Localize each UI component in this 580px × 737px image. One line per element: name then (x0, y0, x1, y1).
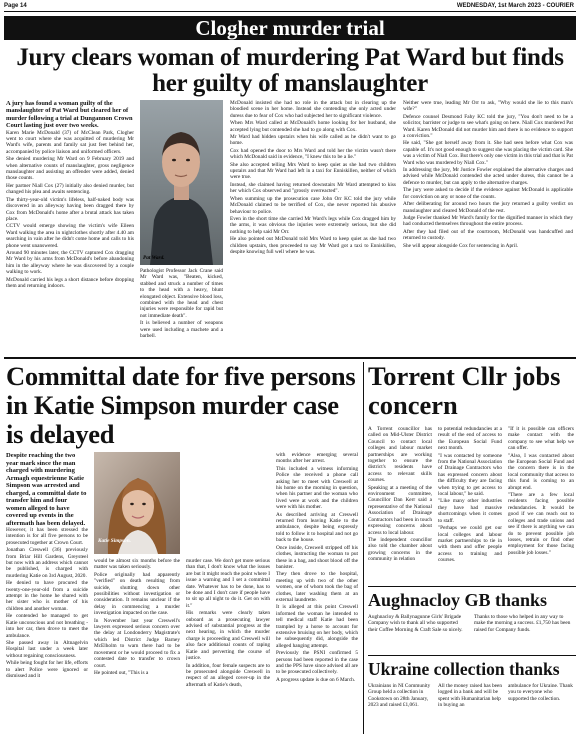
story3-col1-p3: The independent councillor also told the chamber about growing concerns in the community in relation (368, 536, 432, 563)
story2-col4-p8: A progress update is due on 6 March. (276, 676, 356, 683)
story5-col2: All the money raised has been logged in a bank and will be spent with Humanitarian help in buying an (438, 683, 502, 709)
story2-col1-p3: He denied to have procured the twenty-one-year-old from a suicide attempt in the home he shared with her sister who is mother of his children and another woman. (6, 580, 88, 612)
story2-col1 (6, 452, 88, 733)
story2-col4-p5: They then drove to the hospital, meeting up with two of the other women, one of whom took the bag of clothes, later washing them at an external laundrette. (276, 571, 358, 603)
story1-col1-p5: CCTV would emerge showing the victim's wife Eileen Ward walking the area in nightclothes shortly after 4.40 am searching in vain after he didn't come home and calls to his phone went unanswered. (6, 223, 134, 249)
story2-col4-p2: This included a witness informing Police she received a phone call asking her to meet with Creswell at his home on the morning in question, when his partner and the woman who lived were at work and the children were with his mother. (276, 465, 358, 511)
story5-col3: ambulance for Ukraine. Thank you to everyone who supported the collection. (508, 683, 573, 702)
header-rule (4, 11, 576, 12)
pat-ward-caption: Pat Ward. (143, 255, 165, 261)
story2-col3-p2: His remarks were clearly taken onboard as a prosecuting lawyer advised of substantial progress at the next hearing, in which the murder charge is proceeding and Creswell will also face additional counts of raping Katie and perverting the course of justice. (186, 610, 270, 662)
story1-col1-p2: She denied murdering Mr Ward on 9 February 2019 and when alternative counts of manslaughter, gross negligence manslaughter and assisting an offender were added, denied those counts. (6, 156, 134, 182)
story2-col4-p1: with evidence emerging several months after her arrest. (276, 452, 358, 465)
story1-col1 (6, 100, 134, 353)
story2-col2-p1: would be almost six months before the matter was taken seriously. (94, 558, 180, 571)
story2-col2-p2: Police originally had apparently "verified" on death resulting from suicide, shutting down other possibilities without investigation or consideration. It remains unclear if the delay in commencing a murder investigation impacted on the case. (94, 571, 180, 617)
section-divider (4, 357, 576, 359)
story2-col3-p3: In addition, four female suspects are to be prosecuted alongside Creswell in respect of an alleged cover-up in the aftermath of Katie's death, (186, 662, 270, 688)
story1-col4-p8: After they had filed out of the courtroom, McDonald was handcuffed and returned to custody. (403, 228, 573, 242)
story3-col3-p3: "There are a few local residents facing possible redundancies. It would be good if we can reach out to colleges and trade unions and see if there is anything we can do to prevent possible job losses, retrain or find other employment for those facing possible job losses." (508, 492, 574, 556)
story1-col4 (403, 100, 573, 353)
story1-col4-p6: After deliberating for around two hours the jury returned a guilty verdict on manslaughter and cleared McDonald of the rest. (403, 201, 573, 214)
story4-bottom-rule (368, 655, 576, 656)
story1-col1-p4: The thirty-year-old victim's lifeless, half-naked body was discovered in an alleyway having been dragged there by Cox from McDonald's home after a brutal attack has taken place. (6, 196, 134, 222)
date-line: WEDNESDAY, 1st March 2023 - COURIER (456, 3, 574, 9)
story1-col4-p1: Neither were true, leading Mr Orr to ask, "Why would she lie to this man's wife?" (403, 100, 573, 113)
story4-col1: Aughnacloy & Ballynagunne Girls' Brigade Company wish to thank all who supported their Coffee Morning & Craft Sale so nicely. (368, 614, 463, 633)
story3-col3 (508, 426, 574, 582)
story1-col3-p7: When summing up the prosecution case John Orr KC told the jury while McDonald claimed to be terrified of Cox, she never reported his abusive behaviour to police. (230, 195, 396, 215)
story3-col1-p1: A Torrent councillor has called on Mid-Ulster District Council to contact local colleges and labour market partnerships are working together to ensure the district's residents have access to relevant skills courses. (368, 426, 432, 484)
story3-bottom-rule (368, 586, 576, 587)
story2-col1-p4: He contended he managed to get Katie unconscious and not breathing - into her car, then drove to meet the ambulance. (6, 613, 88, 639)
story2-col3 (186, 558, 270, 733)
story1-col1-p7: McDonald carried his legs a short distance before dropping them and returning indoors. (6, 276, 134, 289)
story5-headline: Ukraine collection thanks (368, 659, 560, 679)
story5-col1: Ukrainians in NI Community Group held a collection in Cookstown on 28th January, 2023 and raised £1,061. (368, 683, 431, 709)
story3-headline: Torrent Cllr jobs concern (368, 361, 561, 420)
story1-col3-p5: She also accepted telling Mrs Ward to keep quiet as she had two children upstairs and that Mr Ward had left in a taxi for Enniskillen, neither of which were true. (230, 161, 396, 181)
story1-col2-p1: Pathologist Professor Jack Crane said Mr Ward was, "Beaten, kicked, stabbed and struck a number of times to the head with a heavy, blunt elongated object. Extensive blood loss, combined with the head and chest injuries were responsible for rapid but not immediate death". (140, 268, 223, 319)
story1-col3-p8: Even in the short time she carried Mr Ward's legs while Cox dragged him by the arms, it was obvious the injuries were extremely serious, but she did nothing to help said Mr Orr. (230, 215, 396, 235)
clogher-banner: Clogher murder trial (4, 16, 576, 40)
story2-col1-p5: She passed away in Altnagelvin Hospital last under a week later without regaining consciousness. (6, 639, 88, 659)
story1-col3-p4: Cox had opened the door to Mrs Ward and told her the victim wasn't there which McDonald said in evidence, "I knew this to be a lie." (230, 147, 396, 161)
story2-col2 (94, 558, 180, 733)
story3-col1-p2: Speaking at a meeting of the environment committee, Councillor Dan Kerr said a representative of the National Association of Drainage Contractors had been in touch expressing concerns about access to local labour. (368, 484, 432, 536)
story3-col2-p4: "Perhaps we could get our local colleges and labour market partnerships to tie in with them and offer people access to training and courses. (438, 525, 502, 564)
story3-col3-p1: "If it is possible can officers make contact with the company to see what help we can offer. (508, 426, 574, 452)
story2-col2-p3: In November last year Creswell's lawyers expressed serious concern over the delay at Londonderry Magistrate's which led District Judge Barney McElholm to warn there had to be movement or he would proceed to fix a contested date to transfer to crown court. (94, 617, 180, 669)
story1-col4-p5: The jury were asked to decide if the evidence against McDonald is applicable for conviction on any or none of the counts. (403, 187, 573, 200)
story1-col3-p2: When Mrs Ward called at McDonald's home looking for her husband, she accepted lying but contended she had to go along with Cox. (230, 120, 396, 133)
story2-lead: Despite reaching the two year mark since the man charged with murdering Armagh equestrienne Katie Simpson was arrested and charged, a committal date to transfer him and four women alleged to have covered up events in the aftermath has been delayed. (6, 452, 87, 527)
pat-ward-photo (140, 100, 223, 265)
katie-caption: Katie Simpson. (98, 538, 131, 544)
story1-col1-p6: Around 90 minutes later, the CCTV captured Cox dragging Mr Ward by his arms from McDonald's before abandoning him in the alleyway where he was discovered by a couple walking to work. (6, 249, 134, 276)
story3-col2-p3: "Like many other industries they have had massive shortcomings when it comes to staff. (438, 498, 502, 524)
story1-col4-p4: In addressing the jury, Mr Justice Fowler explained the alternative charges and advised while McDonald contended she acted under duress, this cannot be a defence to murder, but can apply to the alternative charges. (403, 167, 573, 186)
page-number: Page 14 (4, 3, 27, 9)
katie-simpson-photo (94, 452, 180, 554)
story2-col4-p4: Once inside, Creswell stripped off his clothes, instructing the woman to put these in a bag, and shoot blood off the banister. (276, 544, 358, 570)
story2-col1-p6: While being fought for her life, efforts to alert Police were ignored or dismissed and it (6, 660, 88, 679)
story2-col1-p2: Jonathan Creswell (36) previously from Briar Hill Gardens, Greysteel but now with an address which cannot be published, is charged with murdering Katie on 3rd August, 2020. (6, 547, 88, 579)
story3-col1 (368, 426, 432, 582)
story1-col3-p9: He also pointed out McDonald told Mrs Ward to keep quiet as she had two children upstairs, then proceeded to say Mr Ward got a taxi to Enniskillen, despite knowing full well where he was. (230, 236, 396, 255)
story1-col2 (140, 268, 223, 353)
story1-col2-p2: It is believed a number of weapons were used including a machete and a barbell. (140, 320, 223, 340)
story2-col3-p1: murder case. We don't get more serious than that, I don't know what the issues are but it might reach the point where I issue a warning and I set a committal date. Whatever has to be done, has to be done and I don't care if people have to sit up all night to do it. Get on with it." (186, 558, 270, 609)
story1-col4-p7: Judge Fowler thanked Mr Ward's family for the dignified manner in which they had conducted themselves throughout the entire process. (403, 214, 573, 228)
story1-col4-p2: Defence counsel Desmond Fahy KC told the jury, "You don't need to be a solicitor, barrister or judge to see what's going on here. Niall Cox murdered Pat Ward. Karen McDonald did not murder him and there is no evidence to support a conviction." (403, 113, 573, 140)
vertical-divider (363, 362, 364, 734)
story1-lead: A jury has found a woman guilty of the manslaughter of Pat Ward but cleared her of murder following a trial at Dungannon Crown Court lasting just over two weeks. (6, 100, 133, 130)
story2-col1-p1: However, it has been stressed the intention is for all five persons to be prosecuted together at Crown Court. (6, 527, 88, 546)
story1-col3-p1: McDonald insisted she had no role in the attack but in clearing up the bloodied scene in her home. Instead she contending she only acted under duress due to fear of Cox who had subjected her to significant violence. (230, 100, 396, 119)
story2-col4-p3: As described arriving at Creswell returned from leaving Katie to the ambulance, despite being expressly told to follow it to hospital and not go back to the house. (276, 511, 358, 544)
story1-headline: Jury clears woman of murdering Pat Ward but finds her guilty of manslaughter (16, 44, 564, 97)
story1-col4-p3: He said, "She got herself away from it. She had seen before what Cox was capable of. It's not good enough to suggest she was placing the victim card. She was a victim of Niall Cox. But there's only one victim in this trial and that is Pat Ward who was murdered by Niall Cox." (403, 140, 573, 166)
story2-col4-p6: It is alleged at this point Creswell informed the woman he intended to tell medical staff Katie had been trampled by a horse to account for extensive bruising on her body, which he subsequently did, alongside the alleged hanging attempt. (276, 604, 358, 649)
story3-col3-p2: "Also, I was contacted about the European Social Fund and the concern there is in the local community that access to this fund is coming to an abrupt end. (508, 452, 574, 491)
story3-col2-p1: to potential redundancies at a result of the end of access to the European Social Fund next month. (438, 426, 502, 452)
story3-col2 (438, 426, 502, 582)
story2-col4 (276, 452, 358, 733)
pat-ward-portrait (140, 100, 223, 265)
story2-col4-p7: Previously the PSNI confirmed 5 persons had been reported in the case and the PPS have since advised all are to be prosecuted collectively. (276, 650, 358, 676)
story2-headline: Committal date for five persons in Katie Simpson murder case is delayed (6, 361, 356, 449)
story2-col2-p4: He pointed out, "This is a (94, 669, 149, 676)
story1-col3 (230, 100, 396, 353)
story1-col3-p6: Instead, she claimed having returned downstairs Mr Ward attempted to kiss her which Cox observed and "grossly overreacted". (230, 181, 396, 195)
story4-headline: Aughnacloy GB thanks (368, 590, 548, 610)
story1-col1-p1: Karen Marie McDonald (37) of McClean Park, Clogher went to court where she was acquitted of murdering Mr Ward's wife, parents and family sat just feet behind her, accompanied by police liaison and uniformed officers. (6, 129, 134, 155)
story1-col1-p3: Her partner Niall Cox (27) initially also denied murder, but changed his plea and awaits sentencing. (6, 182, 134, 196)
story4-col2: Thanks to those who helped in any way to make the morning a success. £1,750 has been raised for Company funds. (474, 614, 571, 633)
story3-col2-p2: "I was contacted by someone from the National Association of Drainage Contractors who has expressed concern about the difficulty they are facing when trying to get access to local labour," he said. (438, 452, 502, 498)
story1-col3-p3: Mr Ward had hidden upstairs when his wife called as he didn't want to go home. (230, 134, 396, 147)
story1-col4-p9: She will appear alongside Cox for sentencing in April. (403, 242, 519, 249)
